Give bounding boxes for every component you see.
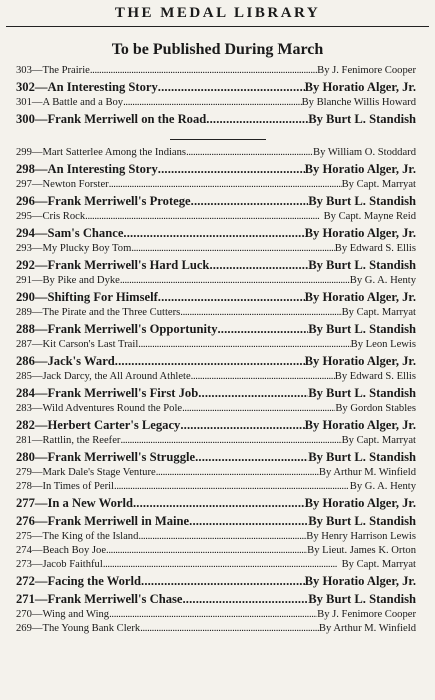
catalog-entry: [16, 224, 416, 242]
dot-leader: [209, 256, 308, 274]
dot-leader: [218, 320, 309, 338]
entry-dash: —: [34, 574, 48, 588]
entry-dash: —: [34, 290, 48, 304]
entry-number: 300: [16, 112, 35, 126]
entry-dash: —: [34, 496, 48, 510]
catalog-entry: [16, 338, 416, 352]
entry-title: Shifting For Himself: [47, 290, 158, 304]
catalog-entry: [16, 256, 416, 274]
entry-author: By Horatio Alger, Jr.: [304, 226, 416, 240]
library-header: THE MEDAL LIBRARY: [6, 4, 429, 27]
entry-author: By Horatio Alger, Jr.: [304, 496, 416, 510]
catalog-entry: [16, 306, 416, 320]
entry-number: 283: [16, 403, 32, 414]
entry-dash: —: [31, 545, 43, 556]
dot-leader: [158, 160, 305, 178]
section-title: To be Published During March: [111, 41, 324, 58]
entry-title: Frank Merriwell's First Job: [47, 386, 199, 400]
catalog-entry: [16, 370, 416, 384]
entry-title: Jack Darcy, the All Around Athlete: [42, 371, 191, 382]
entry-title: Newton Forster: [42, 179, 109, 190]
entry-author: By Horatio Alger, Jr.: [304, 80, 416, 94]
dot-leader: [120, 274, 350, 288]
entry-number: 274: [16, 545, 32, 556]
entry-author: By Burt L. Standish: [308, 112, 416, 126]
dot-leader: [195, 448, 308, 466]
entry-dash: —: [31, 211, 43, 222]
catalog-entry: [16, 434, 416, 448]
entry-author: By Horatio Alger, Jr.: [304, 162, 416, 176]
entry-title: My Plucky Boy Tom: [42, 243, 132, 254]
catalog-entry: [16, 242, 416, 256]
entry-author: By Horatio Alger, Jr.: [304, 290, 416, 304]
entry-dash: —: [31, 467, 43, 478]
catalog-entry: [16, 558, 416, 572]
entry-title: Frank Merriwell's Struggle: [47, 450, 196, 464]
entry-dash: —: [34, 258, 48, 272]
entry-author: By G. A. Henty: [349, 481, 416, 492]
catalog-entry: [16, 448, 416, 466]
entry-number: 270: [16, 609, 32, 620]
entry-number: 282: [16, 418, 35, 432]
dot-leader: [180, 416, 304, 434]
entry-author: By Burt L. Standish: [308, 592, 416, 606]
catalog-entry: [16, 274, 416, 288]
dot-leader: [123, 224, 304, 242]
entry-number: 284: [16, 386, 35, 400]
entry-number: 295: [16, 211, 32, 222]
catalog-entry: [16, 530, 416, 544]
entry-number: 289: [16, 307, 32, 318]
entry-author: By Leon Lewis: [350, 339, 416, 350]
entry-title: Wing and Wing: [42, 609, 110, 620]
dot-leader: [138, 338, 350, 352]
entry-author: By Horatio Alger, Jr.: [304, 574, 416, 588]
dot-leader: [156, 466, 319, 480]
dot-leader: [109, 178, 342, 192]
entry-title: By Pike and Dyke: [42, 275, 120, 286]
entry-dash: —: [31, 147, 43, 158]
entry-author: By Edward S. Ellis: [334, 371, 416, 382]
entry-dash: —: [31, 339, 43, 350]
entry-title: An Interesting Story: [47, 80, 158, 94]
entry-dash: —: [31, 275, 43, 286]
entry-dash: —: [31, 243, 43, 254]
entry-number: 292: [16, 258, 35, 272]
catalog-entry: [16, 590, 416, 608]
catalog-entry: [16, 110, 416, 128]
catalog-entry: [16, 480, 416, 494]
section-divider: [170, 139, 266, 140]
entry-dash: —: [34, 386, 48, 400]
entry-author: By Horatio Alger, Jr.: [304, 354, 416, 368]
entry-title: In a New World: [47, 496, 133, 510]
entry-dash: —: [34, 354, 48, 368]
entry-title: Sam's Chance: [47, 226, 124, 240]
entry-title: Herbert Carter's Legacy: [47, 418, 181, 432]
dot-leader: [140, 622, 319, 636]
dot-leader: [206, 110, 308, 128]
entry-dash: —: [34, 592, 48, 606]
entry-author: By Capt. Marryat: [341, 179, 416, 190]
upcoming-list: [16, 64, 416, 128]
entry-author: By Arthur M. Winfield: [318, 467, 416, 478]
entry-number: 271: [16, 592, 35, 606]
entry-dash: —: [31, 371, 43, 382]
entry-number: 293: [16, 243, 32, 254]
catalog-entry: [16, 466, 416, 480]
entry-dash: —: [34, 112, 48, 126]
dot-leader: [182, 402, 335, 416]
dot-leader: [198, 384, 308, 402]
entry-title: An Interesting Story: [47, 162, 158, 176]
entry-number: 281: [16, 435, 32, 446]
dot-leader: [115, 352, 305, 370]
entry-number: 272: [16, 574, 35, 588]
entry-dash: —: [34, 80, 48, 94]
entry-number: 287: [16, 339, 32, 350]
dot-leader: [141, 572, 305, 590]
dot-leader: [138, 530, 306, 544]
entry-dash: —: [31, 307, 43, 318]
entry-title: Kit Carson's Last Trail: [42, 339, 139, 350]
published-list: [16, 146, 416, 636]
dot-leader: [186, 146, 313, 160]
entry-author: By J. Fenimore Cooper: [317, 65, 416, 76]
entry-number: 269: [16, 623, 32, 634]
entry-author: By Edward S. Ellis: [334, 243, 416, 254]
catalog-entry: [16, 416, 416, 434]
entry-title: Mark Dale's Stage Venture: [42, 467, 156, 478]
catalog-entry: [16, 192, 416, 210]
catalog-entry: [16, 178, 416, 192]
entry-author: By Arthur M. Winfield: [318, 623, 416, 634]
entry-title: Frank Merriwell's Opportunity: [47, 322, 218, 336]
entry-dash: —: [31, 559, 43, 570]
entry-dash: —: [31, 481, 43, 492]
entry-author: By Capt. Marryat: [341, 559, 416, 570]
dot-leader: [133, 494, 305, 512]
entry-dash: —: [34, 162, 48, 176]
dot-leader: [191, 192, 309, 210]
entry-dash: —: [34, 514, 48, 528]
entry-title: Facing the World: [47, 574, 142, 588]
entry-title: The Pirate and the Three Cutters: [42, 307, 181, 318]
entry-author: By Burt L. Standish: [308, 450, 416, 464]
entry-author: By Capt. Marryat: [341, 307, 416, 318]
entry-title: Mart Satterlee Among the Indians: [42, 147, 187, 158]
entry-number: 302: [16, 80, 35, 94]
catalog-entry: [16, 96, 416, 110]
entry-author: By Gordon Stables: [335, 403, 416, 414]
dot-leader: [183, 590, 309, 608]
entry-author: By Blanche Willis Howard: [301, 97, 416, 108]
entry-dash: —: [34, 226, 48, 240]
entry-title: Wild Adventures Round the Pole: [42, 403, 183, 414]
catalog-entry: [16, 384, 416, 402]
dot-leader: [158, 78, 305, 96]
entry-title: The Young Bank Clerk: [42, 623, 141, 634]
entry-number: 288: [16, 322, 35, 336]
entry-number: 298: [16, 162, 35, 176]
entry-dash: —: [31, 65, 43, 76]
catalog-entry: [16, 288, 416, 306]
catalog-entry: [16, 494, 416, 512]
entry-title: Frank Merriwell's Hard Luck: [47, 258, 210, 272]
entry-author: By William O. Stoddard: [313, 147, 416, 158]
entry-title: Rattlin, the Reefer: [42, 435, 121, 446]
entry-number: 294: [16, 226, 35, 240]
entry-title: Beach Boy Joe: [42, 545, 107, 556]
catalog-entry: [16, 608, 416, 622]
entry-dash: —: [31, 97, 43, 108]
entry-title: Cris Rock: [42, 211, 86, 222]
entry-number: 275: [16, 531, 32, 542]
dot-leader: [103, 558, 342, 572]
entry-author: By Capt. Mayne Reid: [323, 211, 416, 222]
entry-number: 301: [16, 97, 32, 108]
catalog-entry: [16, 512, 416, 530]
entry-title: In Times of Peril: [42, 481, 115, 492]
entry-author: By G. A. Henty: [349, 275, 416, 286]
catalog-entry: [16, 64, 416, 78]
catalog-entry: [16, 210, 416, 224]
catalog-entry: [16, 544, 416, 558]
entry-number: 285: [16, 371, 32, 382]
catalog-entry: [16, 78, 416, 96]
catalog-entry: [16, 146, 416, 160]
entry-dash: —: [31, 403, 43, 414]
catalog-entry: [16, 572, 416, 590]
entry-dash: —: [31, 531, 43, 542]
dot-leader: [120, 434, 341, 448]
entry-title: A Battle and a Boy: [42, 97, 124, 108]
entry-author: By Burt L. Standish: [308, 386, 416, 400]
entry-title: Frank Merriwell in Maine: [47, 514, 190, 528]
entry-dash: —: [31, 179, 43, 190]
entry-author: By Burt L. Standish: [308, 514, 416, 528]
entry-author: By Burt L. Standish: [308, 258, 416, 272]
entry-author: By Capt. Marryat: [341, 435, 416, 446]
entry-number: 277: [16, 496, 35, 510]
dot-leader: [189, 512, 308, 530]
entry-number: 273: [16, 559, 32, 570]
dot-leader: [90, 64, 317, 78]
entry-title: Frank Merriwell's Protege: [47, 194, 191, 208]
entry-author: By Horatio Alger, Jr.: [304, 418, 416, 432]
entry-author: By Burt L. Standish: [308, 322, 416, 336]
dot-leader: [180, 306, 341, 320]
entry-number: 279: [16, 467, 32, 478]
entry-title: Jack's Ward: [47, 354, 115, 368]
entry-dash: —: [34, 418, 48, 432]
catalog-entry: [16, 352, 416, 370]
entry-number: 280: [16, 450, 35, 464]
entry-number: 286: [16, 354, 35, 368]
entry-number: 299: [16, 147, 32, 158]
entry-dash: —: [34, 194, 48, 208]
entry-author: By Henry Harrison Lewis: [306, 531, 416, 542]
dot-leader: [106, 544, 307, 558]
dot-leader: [109, 608, 317, 622]
entry-title: Frank Merriwell on the Road: [47, 112, 207, 126]
entry-number: 291: [16, 275, 32, 286]
dot-leader: [114, 480, 350, 494]
entry-dash: —: [31, 435, 43, 446]
dot-leader: [85, 210, 323, 224]
entry-number: 276: [16, 514, 35, 528]
entry-author: By Burt L. Standish: [308, 194, 416, 208]
entry-dash: —: [34, 322, 48, 336]
entry-number: 303: [16, 65, 32, 76]
entry-title: The King of the Island: [42, 531, 139, 542]
entry-title: The Prairie: [42, 65, 90, 76]
entry-author: By Lieut. James K. Orton: [307, 545, 416, 556]
entry-dash: —: [34, 450, 48, 464]
entry-number: 296: [16, 194, 35, 208]
dot-leader: [131, 242, 334, 256]
entry-number: 278: [16, 481, 32, 492]
dot-leader: [191, 370, 335, 384]
dot-leader: [123, 96, 301, 110]
catalog-entry: [16, 622, 416, 636]
catalog-entry: [16, 320, 416, 338]
entry-author: By J. Fenimore Cooper: [317, 609, 416, 620]
entry-title: Frank Merriwell's Chase: [47, 592, 183, 606]
dot-leader: [158, 288, 305, 306]
entry-number: 290: [16, 290, 35, 304]
entry-dash: —: [31, 609, 43, 620]
entry-dash: —: [31, 623, 43, 634]
entry-number: 297: [16, 179, 32, 190]
catalog-entry: [16, 160, 416, 178]
catalog-entry: [16, 402, 416, 416]
entry-title: Jacob Faithful: [42, 559, 103, 570]
